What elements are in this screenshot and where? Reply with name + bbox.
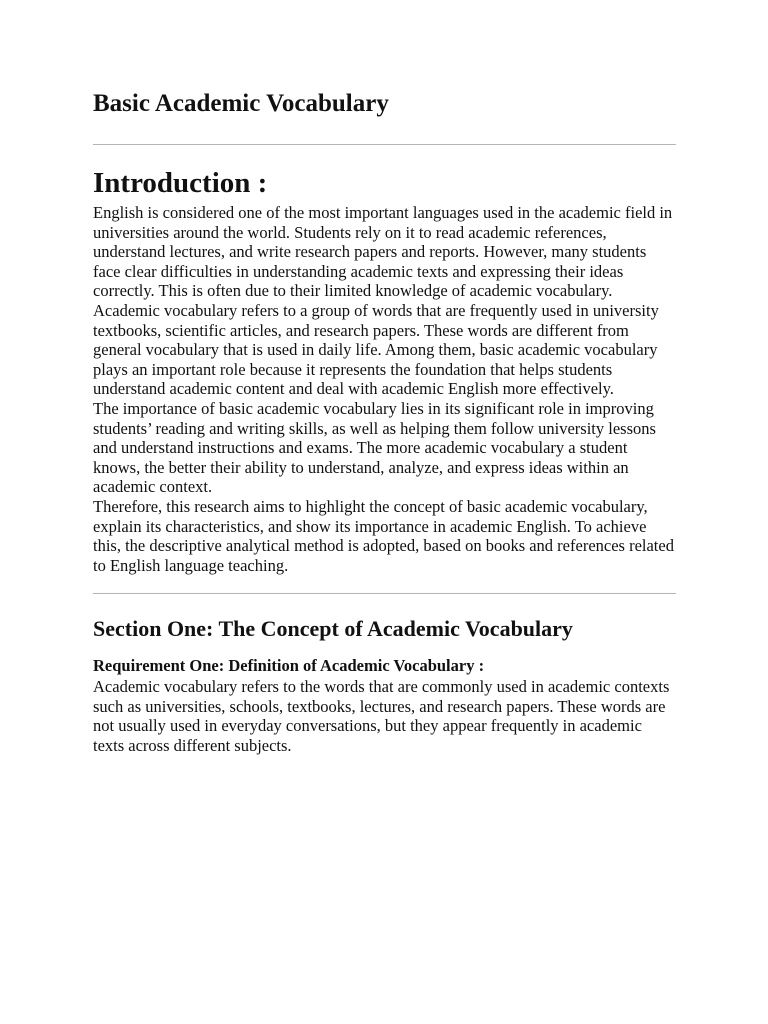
document-title: Basic Academic Vocabulary: [93, 90, 389, 117]
document-content: [93, 86, 676, 756]
title-divider: [93, 144, 676, 145]
section-divider: [93, 593, 676, 594]
introduction-paragraph-1: English is considered one of the most important languages used in the academic field in universities around the world. Students rely on it to read academic references, understand lectures, and write research papers and reports. However, many students face clear difficulties in understanding academic texts and expressing their ideas correctly. This is often due to their limited knowledge of academic vocabulary.: [93, 203, 673, 301]
requirement-one-heading: Requirement One: Definition of Academic Vocabulary :: [93, 656, 485, 676]
introduction-heading: Introduction :: [93, 167, 268, 199]
section-one-heading: Section One: The Concept of Academic Vocabulary: [93, 616, 573, 642]
introduction-paragraph-2: Academic vocabulary refers to a group of words that are frequently used in university textbooks, scientific articles, and research papers. These words are different from general vocabulary that is used in daily life. Among them, basic academic vocabulary plays an important role because it represents the foundation that helps students understand academic content and deal with academic English more effectively.: [93, 300, 659, 399]
introduction-paragraph-3: The importance of basic academic vocabulary lies in its significant role in improving students’ reading and writing skills, as well as helping them follow university lessons and understand instructions and exams. The more academic vocabulary a student knows, the better their ability to understand, analyze, and express ideas within an academic context.: [93, 398, 656, 497]
requirement-one-paragraph: Academic vocabulary refers to the words that are commonly used in academic contexts such as universities, schools, textbooks, lectures, and research papers. These words are not usually used in everyday conversations, but they appear frequently in academic texts across different subjects.: [93, 677, 670, 756]
introduction-paragraph-4: Therefore, this research aims to highlight the concept of basic academic vocabulary, explain its characteristics, and show its importance in academic English. To achieve this, the descriptive analytical method is adopted, based on books and references related to English language teaching.: [93, 496, 674, 575]
